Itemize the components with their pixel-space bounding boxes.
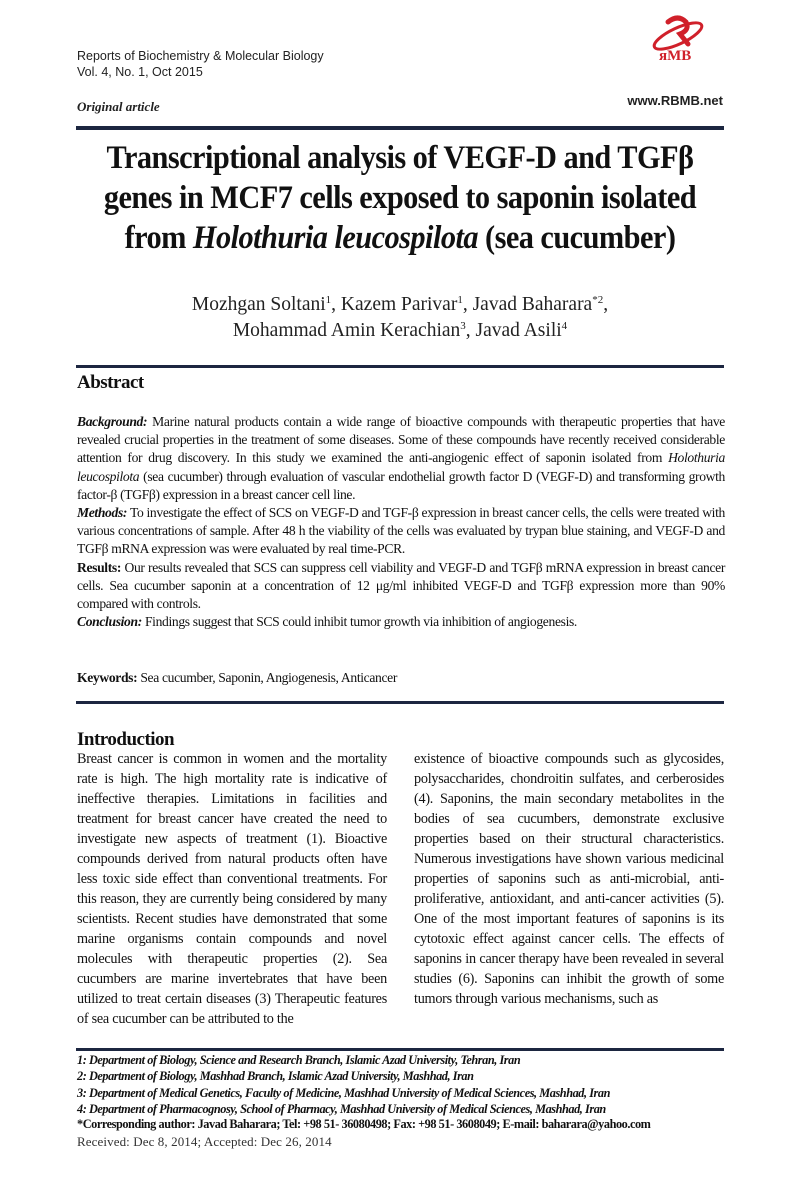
header-divider <box>76 126 724 130</box>
introduction-heading: Introduction <box>77 729 175 750</box>
article-type: Original article <box>77 99 160 114</box>
affiliations <box>77 1052 737 1117</box>
author-list: Mozhgan Soltani$^1$, Kazem Parivar$^1$, Javad Baharara$^{*2}$, Mohammad Amin Kerachian$^3$, Javad Asili$^4$ <box>191 294 609 341</box>
abstract-methods: Methods: To investigate the effect of SCS on VEGF-D and TGF-β expression in breast cancer cells, the cells were treated with various concentrations of sample. After 48 h the viability of the cells was evaluated by trypan blue staining, and VEGF-D and TGFβ mRNA expression was were evaluated by real time-PCR. <box>77 505 725 557</box>
corresponding-author: *Corresponding author: Javad Baharara; Tel: +98 51- 36080498; Fax: +98 51- 3608049; E-mail: baharara@yahoo.com <box>77 1117 651 1131</box>
footer-divider <box>76 1048 724 1051</box>
affiliation: 3: Department of Medical Genetics, Faculty of Medicine, Mashhad University of Medical Sciences, Mashhad, Iran <box>77 1085 610 1100</box>
svg-text:ᴙMB: ᴙMB <box>659 48 692 64</box>
rbmb-logo-icon <box>648 14 708 64</box>
author: Mozhgan Soltani <box>191 294 326 315</box>
species-name: Holothuria leucospilota <box>192 220 478 256</box>
author: Kazem Parivar <box>340 294 458 315</box>
journal-website-link[interactable]: www.RBMB.net <box>627 93 723 108</box>
abstract-conclusion: Conclusion: Findings suggest that SCS could inhibit tumor growth via inhibition of angiogenesis. <box>77 614 577 630</box>
affiliation: 1: Department of Biology, Science and Research Branch, Islamic Azad University, Tehran, Iran <box>77 1053 521 1067</box>
journal-header <box>77 48 324 80</box>
introduction-right-column: existence of bioactive compounds such as glycosides, polysaccharides, chondroitin sulfates, and cerberosides (4). Saponins, the main secondary metabolites in the bodies of sea cucumbers, demonstrate exclusive properties based on their structural characteristics. Numerous investigations have shown various medicinal properties of saponins such as anti-microbial, anti-proliferative, antioxidant, and anti-cancer activities (5). One of the most important features of saponins is its cytotoxic effect against cancer cells. The effects of saponins in cancer therapy have been revealed in several studies (6). Saponins can inhibit the growth of some tumors through various mechanisms, such as <box>414 751 724 1007</box>
affiliation: 2: Department of Biology, Mashhad Branch, Islamic Azad University, Mashhad, Iran <box>77 1069 474 1084</box>
article-title: Transcriptional analysis of VEGF-D and TGFβ genes in MCF7 cells exposed to saponin isolated from Holothuria leucospilota (sea cucumber) <box>103 140 697 256</box>
abstract-divider <box>76 365 724 368</box>
introduction-left-column: Breast cancer is common in women and the mortality rate is high. The high mortality rate is indicative of ineffective therapies. Limitations in facilities and treatment for breast cancer have created the need to investigate new aspects of treatment (1). Bioactive compounds derived from natural products often have less toxic side effect than conventional treatments. For this reason, they are currently being considered by many scientists. Recent studies have demonstrated that some marine organisms contain compounds and novel molecules with therapeutic properties (2). Sea cucumbers are marine invertebrates that have been utilized to treat certain diseases (3) Therapeutic features of sea cucumber can be attributed to the <box>77 751 387 1027</box>
abstract-body <box>77 413 725 631</box>
author: Javad Baharara <box>472 294 593 315</box>
affiliation: 4: Department of Pharmacognosy, School of Pharmacy, Mashhad University of Medical Sciences, Mashhad, Iran <box>77 1101 606 1116</box>
keywords: Keywords: Sea cucumber, Saponin, Angiogenesis, Anticancer <box>77 670 398 685</box>
abstract-heading: Abstract <box>77 372 144 393</box>
volume-info: Vol. 4, No. 1, Oct 2015 <box>77 65 203 79</box>
abstract-background: Background: Marine natural products contain a wide range of bioactive compounds with therapeutic properties that have revealed crucial properties in the treatment of some diseases. Some of these compounds have recently received considerable attention for drug discovery. In this study we examined the anti-angiogenic effect of saponin isolated from Holothuria leucospilota (sea cucumber) through evaluation of vascular endothelial growth factor D (VEGF-D) and transforming growth factor-β (TGFβ) expression in a breast cancer cell line. <box>77 414 725 502</box>
journal-name: Reports of Biochemistry & Molecular Biology <box>77 49 324 63</box>
author: Mohammad Amin Kerachian <box>232 320 461 341</box>
abstract-results: Results: Our results revealed that SCS can suppress cell viability and VEGF-D and TGFβ mRNA expression in breast cancer cells. Sea cucumber saponin at a concentration of 12 μg/ml inhibited VEGF-D and TGFβ expression more than 90% compared with controls. <box>77 559 725 612</box>
author: Javad Asili <box>475 320 562 341</box>
received-accepted-dates: Received: Dec 8, 2014; Accepted: Dec 26, 2014 <box>77 1134 332 1149</box>
keywords-divider <box>76 701 724 704</box>
